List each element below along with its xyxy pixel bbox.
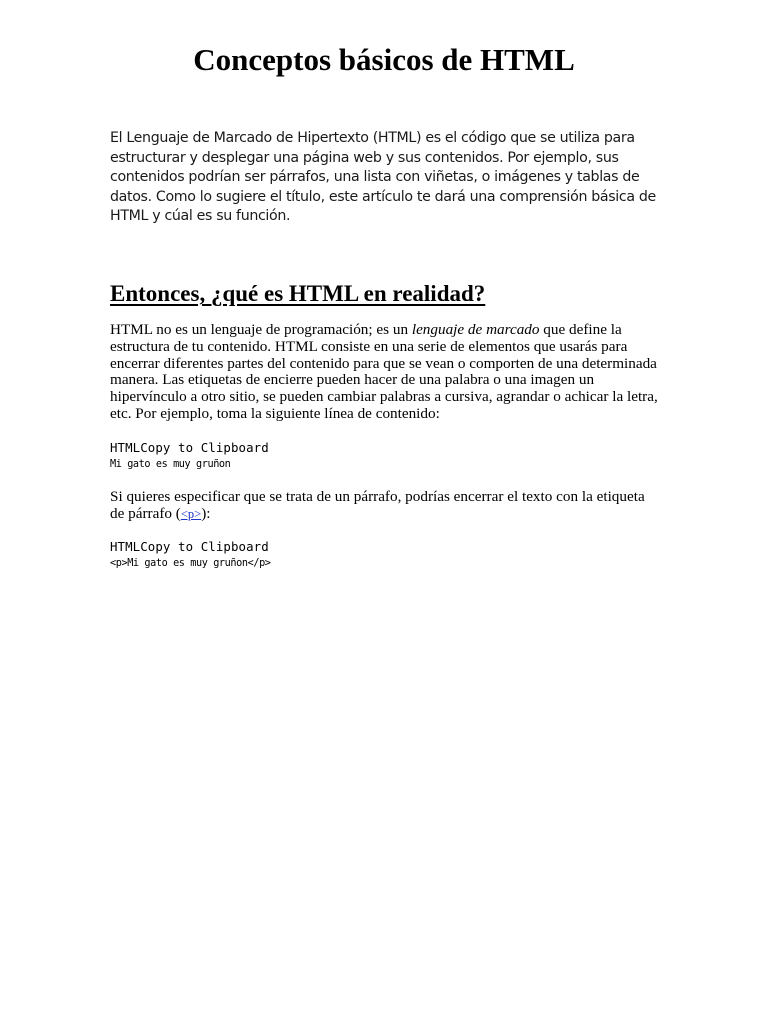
code-sample: Mi gato es muy gruñon xyxy=(110,459,231,470)
html-definition-paragraph xyxy=(110,322,658,423)
intro-paragraph: El Lenguaje de Marcado de Hipertexto (HTML) es el código que se utiliza para estructurar y desplegar una página web y sus contenidos. Por ejemplo, sus contenidos podrían ser párrafos, una lista con viñetas, o imágenes y tablas de datos. Como lo sugiere el título, este artículo te dará una comprensión básica de HTML y cúal es su función. xyxy=(110,130,656,225)
para1-text-start: HTML no es un lenguaje de programación; es un xyxy=(110,321,412,338)
page-title: Conceptos básicos de HTML xyxy=(193,42,575,77)
paragraph-tag-explanation xyxy=(110,489,658,523)
markup-language-emphasis: lenguaje de marcado xyxy=(411,321,540,338)
code-block-label[interactable]: HTMLCopy to Clipboard xyxy=(110,539,269,554)
code-sample: <p>Mi gato es muy gruñon</p> xyxy=(110,558,271,569)
para1-text-end: que define la estructura de tu contenido. HTML consiste en una serie de elementos que usarás para encerrar diferentes partes del contenido para que se vean o comporten de una determinada manera. Las etiquetas de encierre pueden hacer de una palabra o una imagen un hipervínculo a otro sitio, se pueden cambiar palabras a cursiva, agrandar o achicar la letra, etc. Por ejemplo, toma la siguiente línea de contenido: xyxy=(110,321,658,422)
paragraph-tag-link[interactable]: <p> xyxy=(180,506,202,521)
section-heading: Entonces, ¿qué es HTML en realidad? xyxy=(110,281,486,306)
para2-text-start: Si quieres especificar que se trata de un párrafo, podrías encerrar el texto con la etiqueta de párrafo ( xyxy=(110,488,645,522)
para2-text-end: ): xyxy=(201,504,211,522)
code-block-label[interactable]: HTMLCopy to Clipboard xyxy=(110,440,269,455)
